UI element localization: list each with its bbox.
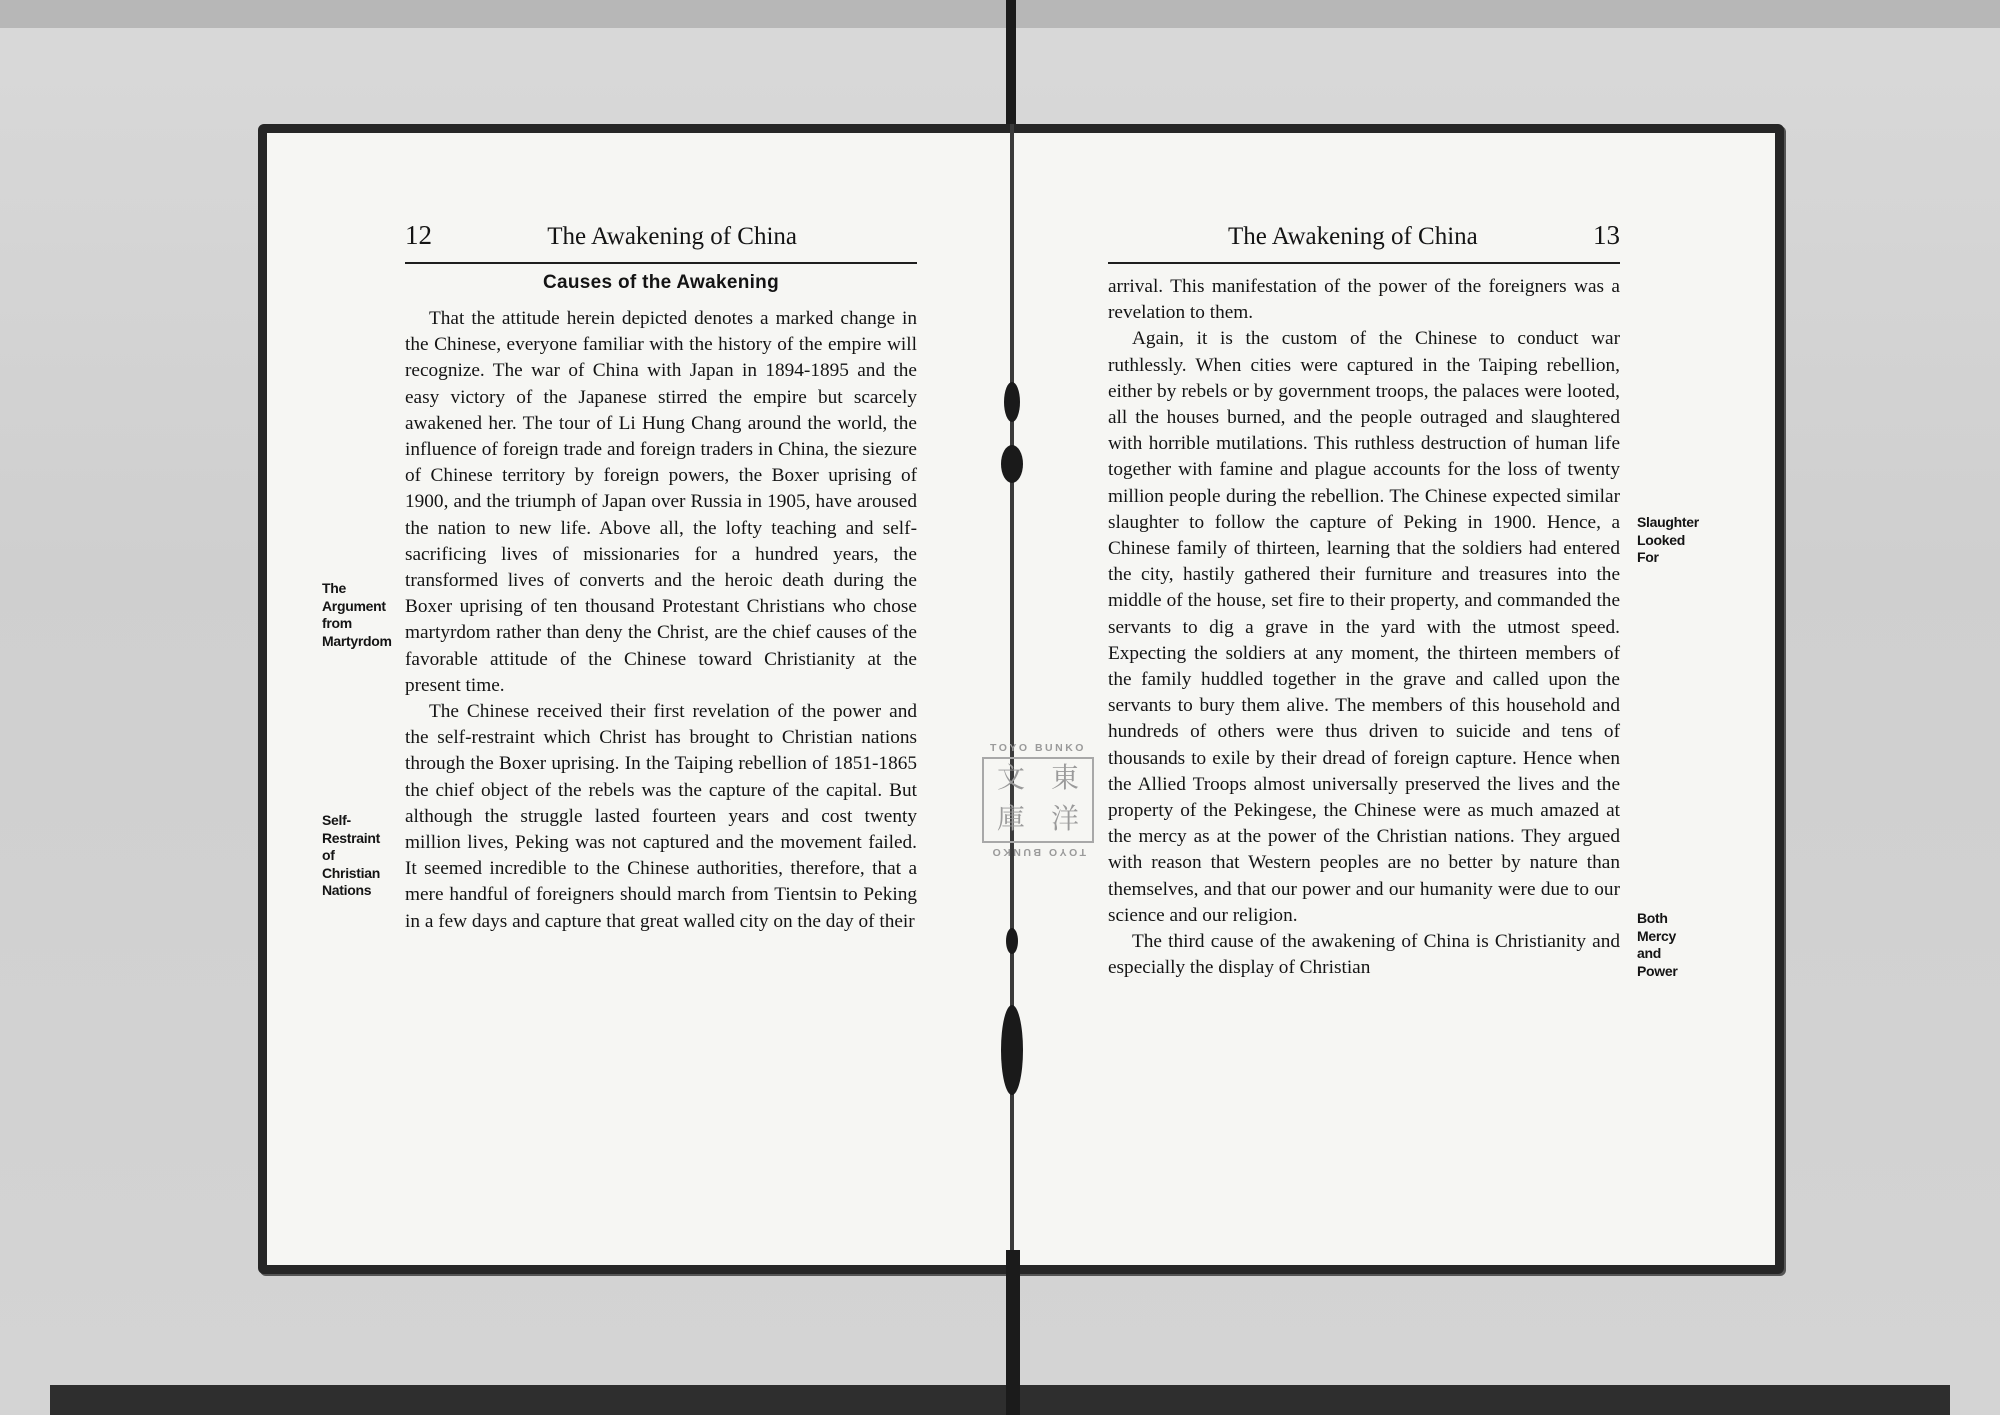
- paragraph: That the attitude herein depicted denotes a marked change in the Chinese, everyone familiar with the history of the empire will recognize. The war of China with Japan in 1894-1895 and the easy victory of the Japanese stirred the empire but scarcely awakened her. The tour of Li Hung Chang around the world, the influence of foreign trade and foreign traders in China, the siezure of Chinese territory by foreign powers, the Boxer uprising of 1900, and the triumph of Japan over Russia in 1905, have aroused the nation to new life. Above all, the lofty teaching and self-sacrificing lives of missionaries for a hundred years, the transformed lives of converts and the heroic death during the Boxer uprising of ten thousand Protestant Christians who chose martyrdom rather than deny the Christ, are the chief causes of the favorable attitude of the Chinese toward Christianity at the present time.: [405, 308, 917, 696]
- right-page-header: [1108, 220, 1620, 264]
- right-page: [1108, 220, 1620, 981]
- paragraph: The third cause of the awakening of China is Christianity and especially the display of Christian: [1108, 931, 1620, 979]
- margin-note-line: Nations: [322, 882, 372, 898]
- stamp-character: 洋: [1050, 802, 1079, 835]
- margin-note-line: Christian: [322, 864, 380, 881]
- paragraph: arrival. This manifestation of the power of the foreigners was a revelation to them.: [1108, 276, 1620, 324]
- margin-note-line: For: [1637, 549, 1659, 565]
- scanner-bottom-bar: [50, 1385, 1950, 1415]
- spine-bottom: [1006, 1250, 1020, 1415]
- right-body-text: [1108, 274, 1620, 981]
- margin-note-line: Restraint: [322, 829, 380, 846]
- stamp-top-text: TOYO BUNKO: [990, 742, 1086, 754]
- margin-note-argument-from-martyrdom: [322, 580, 392, 650]
- section-title: Causes of the Awakening: [542, 272, 779, 293]
- margin-note-both-mercy-and-power: [1637, 910, 1678, 980]
- paragraph: The Chinese received their first revelation of the power and the self-restraint which Christ has brought to Christian nations through the Boxer uprising. In the Taiping rebellion of 1851-1865 the chief object of the rebels was the capture of the capital. But although the struggle lasted fourteen years and cost twenty million lives, Peking was not captured and the movement failed. It seemed incredible to the Chinese authorities, therefore, that a mere handful of foreigners should march from Tientsin to Peking in a few days and capture that great walled city on the day of their: [405, 701, 917, 932]
- margin-note-line: and: [1637, 945, 1661, 961]
- running-title: The Awakening of China: [547, 223, 797, 250]
- margin-note-line: Looked: [1637, 531, 1685, 548]
- gutter-stain: [1001, 1005, 1023, 1095]
- stamp-character: 庫: [996, 802, 1025, 835]
- toyo-bunko-library-stamp: [978, 742, 1098, 864]
- margin-note-self-restraint: [322, 812, 380, 900]
- margin-note-line: of: [322, 847, 335, 863]
- spine-top: [1006, 0, 1016, 130]
- gutter-stain: [1001, 445, 1023, 483]
- margin-note-line: Martyrdom: [322, 632, 392, 649]
- margin-note-line: Mercy: [1637, 927, 1676, 944]
- margin-note-line: Slaughter: [1637, 514, 1699, 530]
- running-title: The Awakening of China: [1228, 223, 1478, 250]
- left-body-text: [405, 306, 917, 935]
- stamp-character: 文: [996, 761, 1025, 794]
- stamp-character: 東: [1050, 761, 1079, 794]
- stamp-seal: [982, 757, 1094, 843]
- left-page: [405, 220, 917, 935]
- margin-note-slaughter-looked-for: [1637, 514, 1699, 567]
- paragraph: Again, it is the custom of the Chinese to conduct war ruthlessly. When cities were captured in the Taiping rebellion, either by rebels or by government troops, the palaces were looted, all the houses burned, and the people outraged and slaughtered with horrible mutilations. This ruthless destruction of human life together with famine and plague accounts for the loss of twenty million people during the rebellion. The Chinese expected similar slaughter to follow the capture of Peking in 1900. Hence, a Chinese family of thirteen, learning that the soldiers had entered the city, hastily gathered their furniture and treasures into the middle of the house, set fire to their property, and commanded the servants to dig a grave in the yard with the utmost speed. Expecting the soldiers at any moment, the thirteen members of the family huddled together in the grave and called upon the servants to bury them alive. The members of this household and hundreds of others were thus driven to suicide and tens of thousands to exile by their dread of foreign capture. Hence when the Allied Troops almost universally preserved the lives and the property of the Pekingese, the Chinese were as much amazed at the mercy as at the power of the Christian nations. They argued with reason that Western peoples are no better by nature than themselves, and that our power and our humanity were due to our science and our religion.: [1108, 328, 1620, 926]
- page-number: 13: [1593, 220, 1620, 250]
- margin-note-line: from: [322, 615, 352, 631]
- margin-note-line: Both: [1637, 910, 1668, 926]
- scanner-top-band: [0, 0, 2000, 28]
- left-page-header: [405, 220, 917, 264]
- page-number: 12: [405, 220, 432, 250]
- gutter-stain: [1004, 382, 1020, 422]
- margin-note-line: Argument: [322, 597, 386, 614]
- margin-note-line: The: [322, 580, 346, 596]
- margin-note-line: Power: [1637, 962, 1678, 979]
- gutter-stain: [1006, 928, 1018, 954]
- margin-note-line: Self-: [322, 812, 351, 828]
- stamp-bottom-text: TOYO BUNKO: [990, 846, 1086, 858]
